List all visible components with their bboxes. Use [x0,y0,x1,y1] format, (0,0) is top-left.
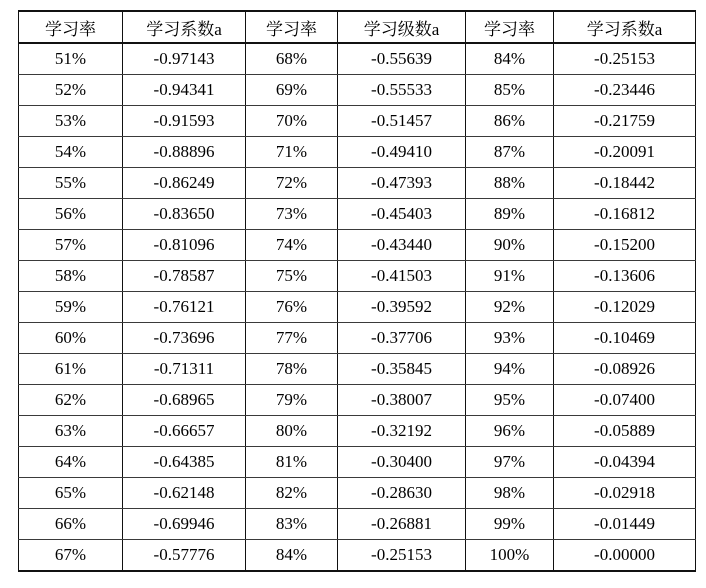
table-cell: 57% [19,230,123,261]
table-cell: -0.97143 [123,43,246,75]
table-cell: -0.05889 [554,416,696,447]
table-row [19,416,696,447]
table-body [19,43,696,571]
table-cell: -0.62148 [123,478,246,509]
table-cell: -0.81096 [123,230,246,261]
table-cell: -0.02918 [554,478,696,509]
table-cell: -0.10469 [554,323,696,354]
table-cell: -0.64385 [123,447,246,478]
table-cell: -0.43440 [338,230,466,261]
table-cell: 80% [246,416,338,447]
table-cell: 66% [19,509,123,540]
table-cell: 59% [19,292,123,323]
table-cell: -0.01449 [554,509,696,540]
header-cell-learning-rate-3: 学习率 [466,11,554,43]
table-cell: 83% [246,509,338,540]
table-cell: -0.83650 [123,199,246,230]
table-cell: -0.51457 [338,106,466,137]
table-cell: -0.16812 [554,199,696,230]
table-cell: -0.25153 [338,540,466,572]
table-cell: 94% [466,354,554,385]
table-cell: 90% [466,230,554,261]
table-row [19,509,696,540]
table-cell: -0.57776 [123,540,246,572]
table-cell: -0.08926 [554,354,696,385]
table-cell: -0.45403 [338,199,466,230]
table-row [19,478,696,509]
table-row [19,230,696,261]
table-row [19,354,696,385]
table-cell: 52% [19,75,123,106]
table-cell: -0.18442 [554,168,696,199]
table-cell: 64% [19,447,123,478]
table-cell: 73% [246,199,338,230]
table-cell: 56% [19,199,123,230]
table-cell: 65% [19,478,123,509]
table-cell: -0.86249 [123,168,246,199]
table-cell: -0.76121 [123,292,246,323]
table-cell: -0.20091 [554,137,696,168]
table-header [19,11,696,43]
table-cell: -0.25153 [554,43,696,75]
table-cell: 87% [466,137,554,168]
table-cell: 82% [246,478,338,509]
table-cell: -0.15200 [554,230,696,261]
learning-rate-coefficient-table [18,10,696,572]
table-cell: -0.37706 [338,323,466,354]
table-cell: 60% [19,323,123,354]
table-cell: -0.26881 [338,509,466,540]
table-cell: 58% [19,261,123,292]
header-cell-learning-rate-1: 学习率 [19,11,123,43]
table-cell: -0.68965 [123,385,246,416]
table-cell: -0.55639 [338,43,466,75]
table-cell: 63% [19,416,123,447]
table-cell: 88% [466,168,554,199]
table-cell: 75% [246,261,338,292]
table-cell: 55% [19,168,123,199]
table-cell: -0.55533 [338,75,466,106]
table-cell: -0.94341 [123,75,246,106]
table-cell: -0.39592 [338,292,466,323]
table-cell: -0.12029 [554,292,696,323]
table-cell: 98% [466,478,554,509]
table-cell: 89% [466,199,554,230]
table-cell: 67% [19,540,123,572]
table-cell: 79% [246,385,338,416]
table-cell: 99% [466,509,554,540]
table-cell: 62% [19,385,123,416]
table-cell: 100% [466,540,554,572]
table-cell: 96% [466,416,554,447]
table-row [19,106,696,137]
table-cell: -0.73696 [123,323,246,354]
table-cell: -0.28630 [338,478,466,509]
table-cell: -0.00000 [554,540,696,572]
table-cell: -0.07400 [554,385,696,416]
table-cell: -0.41503 [338,261,466,292]
table-row [19,540,696,572]
table-row [19,199,696,230]
table-cell: -0.78587 [123,261,246,292]
table-row [19,261,696,292]
table-cell: 85% [466,75,554,106]
table-row [19,323,696,354]
table-cell: -0.88896 [123,137,246,168]
table-cell: -0.91593 [123,106,246,137]
table-cell: -0.23446 [554,75,696,106]
table-cell: 93% [466,323,554,354]
header-row [19,11,696,43]
header-cell-learning-rate-2: 学习率 [246,11,338,43]
table-cell: 95% [466,385,554,416]
table-cell: -0.21759 [554,106,696,137]
table-cell: 69% [246,75,338,106]
table-cell: 61% [19,354,123,385]
table-cell: 77% [246,323,338,354]
table-cell: 92% [466,292,554,323]
table-cell: 84% [246,540,338,572]
table-row [19,43,696,75]
table-cell: -0.66657 [123,416,246,447]
table-row [19,292,696,323]
header-cell-learning-coefficient-1: 学习系数a [123,11,246,43]
table-row [19,75,696,106]
table-cell: -0.69946 [123,509,246,540]
table-cell: -0.32192 [338,416,466,447]
table-cell: 68% [246,43,338,75]
table-row [19,385,696,416]
table-cell: 76% [246,292,338,323]
table-cell: 74% [246,230,338,261]
table-cell: 84% [466,43,554,75]
table-cell: 53% [19,106,123,137]
table-cell: 97% [466,447,554,478]
table-row [19,168,696,199]
table-cell: 54% [19,137,123,168]
table-cell: 72% [246,168,338,199]
header-cell-learning-coefficient-3: 学习系数a [554,11,696,43]
table-cell: -0.13606 [554,261,696,292]
table-cell: 91% [466,261,554,292]
table-cell: 81% [246,447,338,478]
table-cell: -0.47393 [338,168,466,199]
table-cell: 51% [19,43,123,75]
table-cell: -0.30400 [338,447,466,478]
table-cell: -0.04394 [554,447,696,478]
table-row [19,447,696,478]
table-cell: 86% [466,106,554,137]
table-cell: -0.71311 [123,354,246,385]
table-cell: 71% [246,137,338,168]
table-cell: -0.35845 [338,354,466,385]
header-cell-learning-coefficient-2: 学习级数a [338,11,466,43]
table-row [19,137,696,168]
table-cell: -0.49410 [338,137,466,168]
table-cell: -0.38007 [338,385,466,416]
table-cell: 70% [246,106,338,137]
table-cell: 78% [246,354,338,385]
